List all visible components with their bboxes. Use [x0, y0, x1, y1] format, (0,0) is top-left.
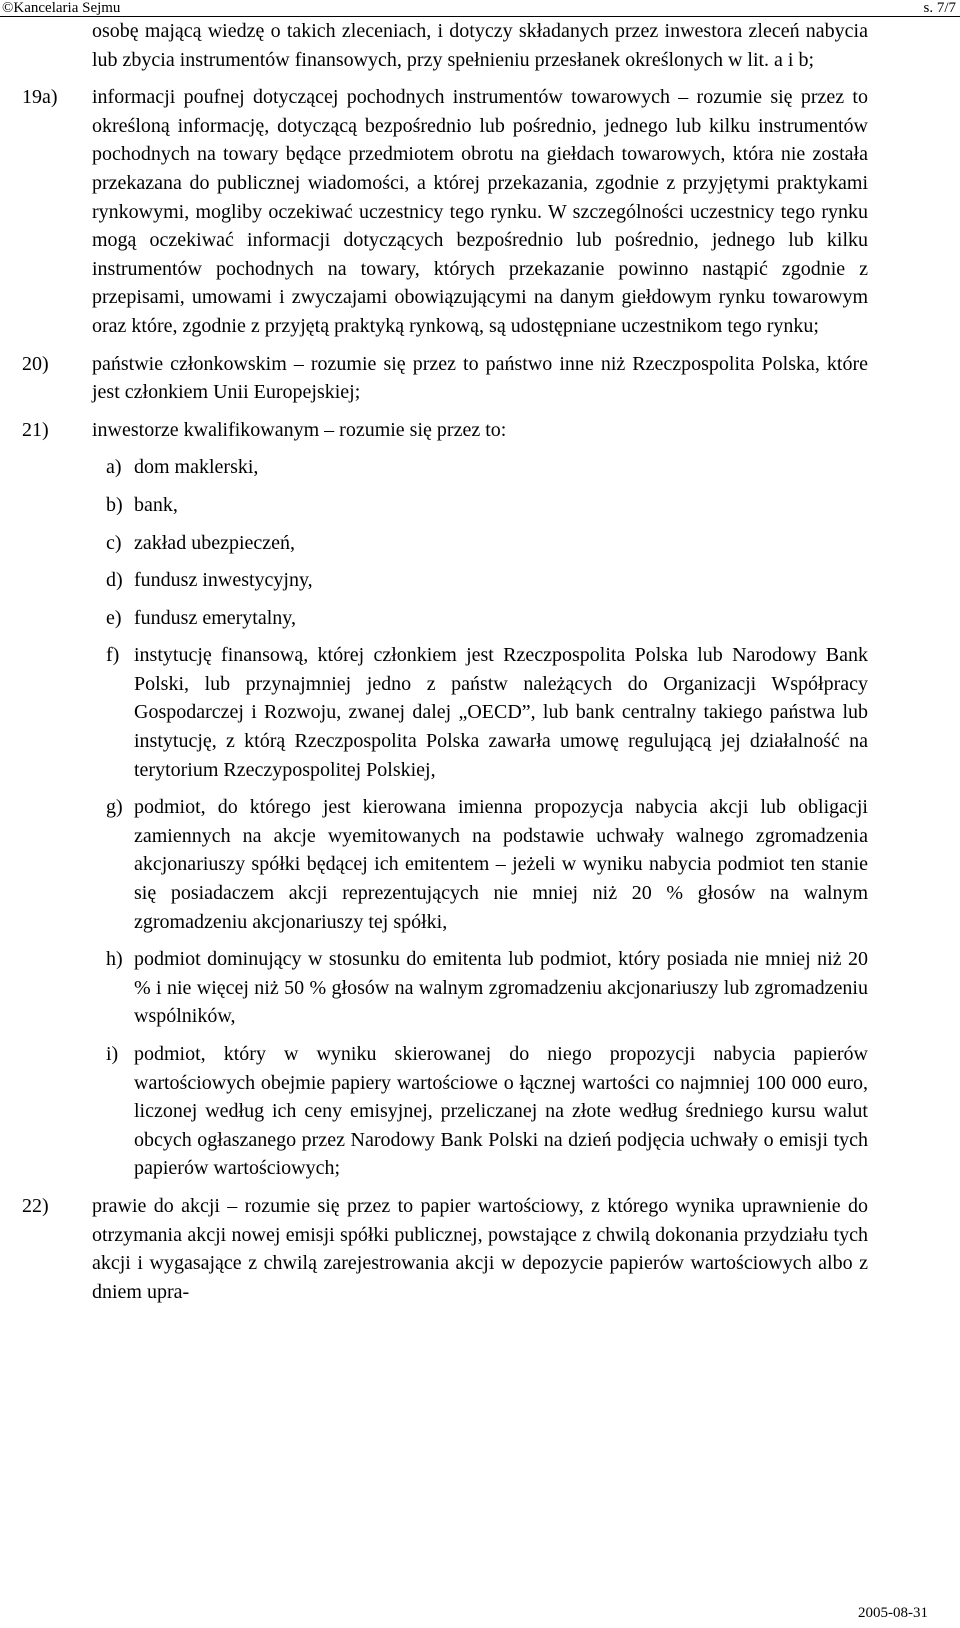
definition-22 — [22, 1192, 868, 1306]
sub-item-h — [22, 945, 868, 1031]
sub-item-letter: a) — [106, 456, 122, 479]
sub-item-f — [22, 641, 868, 784]
footer-date: 2005-08-31 — [858, 1605, 928, 1621]
sub-item-text: fundusz inwestycyjny, — [134, 569, 313, 592]
sub-item-text: fundusz emerytalny, — [134, 606, 296, 629]
sub-item-text: zakład ubezpieczeń, — [134, 531, 296, 554]
sub-item-letter: g) — [106, 796, 123, 819]
sub-item-c — [22, 529, 868, 558]
definition-19a — [22, 83, 868, 340]
definition-text: informacji poufnej dotyczącej pochodnych instrumentów towarowych – rozumie się przez to określoną informację, dotyczącą bezpośrednio lub pośrednio, jednego lub kilku instrumentów pochodnych na towary będące przedmiotem obrotu na giełdach towarowych, która nie została przekazana do publicznej wiadomości, a której przekazania, zgodnie z przyjętymi praktykami rynkowymi, mogliby oczekiwać uczestnicy tego rynku. W szczególności uczestnicy tego rynku mogą oczekiwać informacji dotyczących bezpośrednio lub pośrednio, jednego lub kilku instrumentów pochodnych na towary, których przekazanie powinno nastąpić zgodnie z przepisami, umowami i zwyczajami obowiązującymi na danym giełdowym rynku towarowym oraz które, zgodnie z przyjętą praktyką rynkową, są udostępniane uczestnikom tego rynku; — [92, 86, 868, 337]
document-body — [22, 17, 868, 1306]
sub-item-g — [22, 793, 868, 936]
sub-item-text: podmiot, do którego jest kierowana imienna propozycja nabycia akcji lub obligacji zamiennych na akcje wyemitowanych na podstawie uchwały walnego zgromadzenia akcjonariuszy spółki będącej ich emitentem – jeżeli w wyniku nabycia podmiot ten stanie się posiadaczem akcji reprezentujących nie mniej niż 20 % głosów na walnym zgromadzeniu akcjonariuszy tej spółki, — [134, 796, 868, 933]
definition-number: 20) — [22, 352, 49, 375]
sub-item-b — [22, 491, 868, 520]
sub-item-letter: e) — [106, 606, 122, 629]
definition-number: 22) — [22, 1194, 49, 1217]
header-copyright: ©Kancelaria Sejmu — [2, 0, 121, 16]
intro-paragraph: osobę mającą wiedzę o takich zleceniach, i dotyczy składanych przez inwestora zleceń nabycia lub zbycia instrumentów finansowych, przy spełnieniu przesłanek określonych w lit. a i b; — [92, 20, 868, 71]
sub-item-a — [22, 453, 868, 482]
sub-item-letter: f) — [106, 644, 120, 667]
sub-item-letter: b) — [106, 493, 123, 516]
sub-item-letter: h) — [106, 948, 123, 971]
sub-item-i — [22, 1040, 868, 1183]
definition-text: prawie do akcji – rozumie się przez to papier wartościowy, z którego wynika uprawnienie do otrzymania akcji nowej emisji spółki publicznej, powstające z chwilą dokonania przydziału tych akcji i wygasające z chwilą zarejestrowania akcji w depozycie papierów wartościowych albo z dniem upra- — [92, 1194, 868, 1303]
sub-item-letter: c) — [106, 531, 122, 554]
definition-text: inwestorze kwalifikowanym – rozumie się przez to: — [92, 418, 507, 441]
header-page-number: s. 7/7 — [923, 0, 956, 16]
sub-item-text: instytucję finansową, której członkiem jest Rzeczpospolita Polska lub Narodowy Bank Polski, lub przynajmniej jedno z państw należących do Organizacji Współpracy Gospodarczej i Rozwoju, zwanej dalej „OECD”, lub bank centralny takiego państwa lub instytucję, z którą Rzeczpospolita Polska zawarła umowę regulującą jej działalność na terytorium Rzeczypospolitej Polskiej, — [134, 644, 868, 781]
sub-item-e — [22, 604, 868, 633]
definition-text: państwie członkowskim – rozumie się przez to państwo inne niż Rzeczpospolita Polska, które jest członkiem Unii Europejskiej; — [92, 352, 868, 404]
sub-item-text: dom maklerski, — [134, 456, 259, 479]
sub-item-text: podmiot, który w wyniku skierowanej do niego propozycji nabycia papierów wartościowych obejmie papiery wartościowe o łącznej wartości co najmniej 100 000 euro, liczonej według ich ceny emisyjnej, przeliczanej na złote według średniego kursu walut obcych ogłaszanego przez Narodowy Bank Polski na dzień podjęcia uchwały o emisji tych papierów wartościowych; — [134, 1043, 868, 1180]
page-header — [0, 0, 960, 18]
sub-item-d — [22, 566, 868, 595]
definition-21 — [22, 416, 868, 445]
sub-item-text: podmiot dominujący w stosunku do emitenta lub podmiot, który posiada nie mniej niż 20 % i nie więcej niż 50 % głosów na walnym zgromadzeniu akcjonariuszy lub zgromadzeniu wspólników, — [134, 948, 868, 1028]
definition-20 — [22, 350, 868, 407]
definition-number: 19a) — [22, 86, 58, 109]
sub-item-letter: d) — [106, 569, 123, 592]
sub-item-text: bank, — [134, 493, 178, 516]
sub-item-letter: i) — [106, 1043, 119, 1065]
definition-number: 21) — [22, 418, 49, 441]
